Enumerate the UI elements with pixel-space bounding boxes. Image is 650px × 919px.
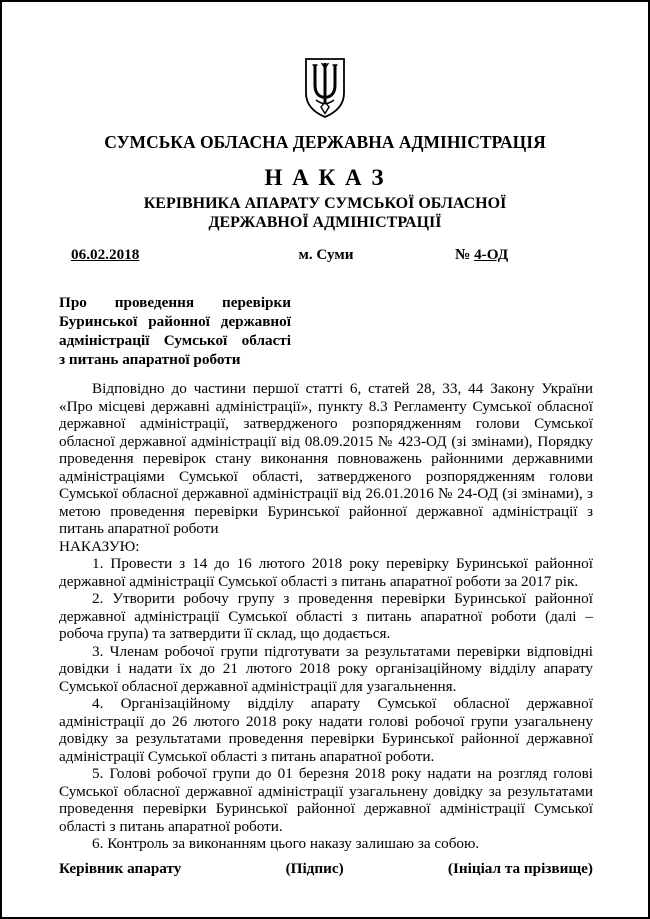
signature-placeholder: (Підпис) [285,860,344,877]
document-place: м. Суми [298,246,354,263]
order-item-2: 2. Утворити робочу групу з проведення перевірки Буринської районної державної адміністрації Сумської області з питань апаратної роботи (далі – робоча група) та затвердити її склад, що додається. [59,590,593,642]
order-item-5: 5. Голові робочої групи до 01 березня 2018 року надати на розгляд голові Сумської обласної державної адміністрації узагальнену довідку за результатами проведення перевірки Буринської районної державної адміністрації Сумської області з питань апаратної роботи. [59,765,593,835]
document-meta-row [59,246,593,265]
subject-line: Про проведення перевірки [59,294,291,311]
order-keyword: НАКАЗУЮ: [59,537,140,555]
document-body [59,380,593,853]
issuer-subtitle [2,194,648,232]
ukraine-trident-icon [302,57,348,120]
signer-name-placeholder: (Ініціал та прізвище) [447,860,593,877]
organization-name: СУМСЬКА ОБЛАСНА ДЕРЖАВНА АДМІНІСТРАЦІЯ [104,132,546,152]
order-item-1: 1. Провести з 14 до 16 лютого 2018 року перевірку Буринської районної державної адміністрації Сумської області з питань апаратної роботи за 2017 рік. [59,555,593,590]
issuer-subtitle-line2: ДЕРЖАВНОЇ АДМІНІСТРАЦІЇ [208,214,442,231]
signature-row [59,859,593,878]
document-date: 06.02.2018 [71,246,140,263]
document-type-title: Н А К А З [264,165,386,190]
coat-of-arms-container [2,57,648,120]
subject-block [59,293,291,369]
number-value: 4-ОД [474,246,509,263]
subject-line: з питань апаратної роботи [59,351,241,368]
intro-paragraph: Відповідно до частини першої статті 6, статей 28, 33, 44 Закону України «Про місцеві державні адміністрації», пункту 8.3 Регламенту Сумської обласної державної адміністрації, затвердженого розпорядженням голови Сумської обласної державної адміністрації від 08.09.2015 № 423-ОД (зі змінами), Порядку проведення перевірок стану виконання повноважень районними державними адміністраціями Сумської області, затвердженого розпорядженням голови Сумської обласної державної адміністрації від 26.01.2016 № 24-ОД (зі змінами), з метою проведення перевірки Буринської районної державної адміністрації з питань апаратної роботи [59,380,593,537]
order-item-6: 6. Контроль за виконанням цього наказу залишаю за собою. [92,835,480,852]
order-item-4: 4. Організаційному відділу апарату Сумської обласної державної адміністрації до 26 лютого 2018 року надати голові робочої групи узагальнену довідку за результатами проведення перевірки Буринської районної державної адміністрації Сумської області з питань апаратної роботи. [59,695,593,765]
document-number [455,246,508,264]
signer-position-title: Керівник апарату [59,860,182,877]
subject-line: Буринської районної державної [59,313,291,330]
issuer-subtitle-line1: КЕРІВНИКА АПАРАТУ СУМСЬКОЇ ОБЛАСНОЇ [143,195,507,212]
number-sign: № [455,246,471,263]
order-item-3: 3. Членам робочої групи підготувати за результатами перевірки відповідні довідки і надати їх до 21 лютого 2018 року організаційному відділу апарату Сумської обласної державної адміністрації для узагальнення. [59,642,593,695]
subject-line: адміністрації Сумської області [59,332,291,349]
